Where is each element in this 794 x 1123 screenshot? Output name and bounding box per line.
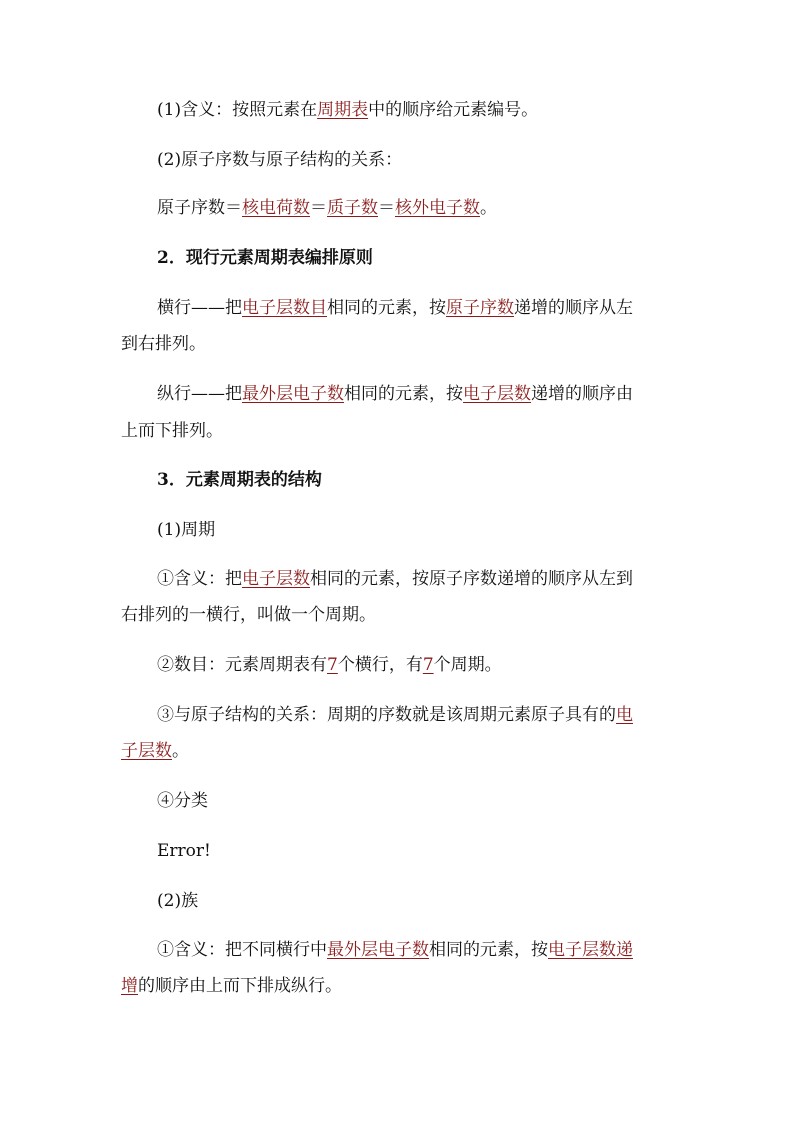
text-segment: ①含义：把不同横行中: [157, 940, 327, 960]
text-segment: 相同的元素，按: [327, 298, 446, 318]
answer-blank: 电子层数: [463, 384, 531, 404]
text-segment: 中的顺序给元素编号。: [368, 100, 539, 120]
line-vertical-rule-cont: [121, 420, 794, 442]
answer-blank: 电子层数: [242, 569, 310, 589]
text-segment: 的顺序由上而下排成纵行。: [138, 976, 342, 996]
text-segment: (1)含义：按照元素在: [157, 100, 318, 120]
answer-blank: 最外层电子数: [327, 940, 429, 960]
answer-blank: 最外层电子数: [242, 384, 344, 404]
answer-blank: 原子序数: [446, 298, 514, 318]
subsection-period: [157, 519, 794, 541]
text-segment: (2)原子序数与原子结构的关系：: [157, 150, 403, 170]
line-relation-heading: [157, 149, 794, 171]
text-segment: 个横行，有: [337, 655, 423, 675]
text-segment: 。: [480, 198, 497, 218]
text-segment: 到右排列。: [121, 334, 206, 354]
text-segment: 2．现行元素周期表编排原则: [157, 248, 373, 268]
line-horizontal-rule-cont: [121, 333, 794, 355]
text-segment: (2)族: [157, 891, 199, 911]
answer-blank: 7: [422, 655, 434, 675]
text-segment: 右排列的一横行，叫做一个周期。: [121, 605, 376, 625]
text-segment: 原子序数＝: [157, 198, 242, 218]
text-segment: ③与原子结构的关系：周期的序数就是该周期元素原子具有的: [157, 705, 616, 725]
text-segment: ＝: [378, 198, 395, 218]
text-segment: ①含义：把: [157, 569, 242, 589]
text-segment: 递增的顺序从左: [514, 298, 633, 318]
line-period-relation-cont: [121, 740, 794, 762]
answer-blank: 电: [616, 705, 633, 725]
answer-blank: 子层数: [121, 741, 172, 761]
text-segment: (1)周期: [157, 520, 216, 540]
answer-blank: 核电荷数: [242, 198, 310, 218]
answer-blank: 质子数: [327, 198, 378, 218]
answer-blank: 7: [327, 655, 338, 675]
answer-blank: 周期表: [317, 100, 369, 120]
answer-blank: 电子层数目: [242, 298, 327, 318]
text-segment: ④分类: [157, 791, 208, 811]
text-segment: ②数目：元素周期表有: [157, 655, 327, 675]
line-group-meaning-cont: [121, 975, 794, 997]
line-period-meaning: [157, 568, 794, 590]
text-segment: 相同的元素，按: [344, 384, 463, 404]
text-segment: 上而下排列。: [121, 421, 223, 441]
text-segment: 3．元素周期表的结构: [157, 470, 322, 490]
line-ordinal-equation: [157, 197, 794, 219]
line-error-placeholder: [157, 840, 794, 862]
line-vertical-rule: [157, 383, 794, 405]
text-segment: Error!: [157, 841, 211, 861]
line-group-meaning: [157, 939, 794, 961]
text-segment: 纵行——把: [157, 384, 242, 404]
line-period-relation: [157, 704, 794, 726]
text-segment: 相同的元素，按: [429, 940, 548, 960]
subsection-group: [157, 890, 794, 912]
text-segment: 横行——把: [157, 298, 242, 318]
line-ordinal-meaning: [157, 99, 794, 121]
line-horizontal-rule: [157, 297, 794, 319]
answer-blank: 增: [121, 976, 138, 996]
answer-blank: 电子层数递: [548, 940, 633, 960]
answer-blank: 核外电子数: [395, 198, 480, 218]
text-segment: ＝: [310, 198, 327, 218]
section-heading-structure: [157, 469, 794, 491]
line-period-count: [157, 654, 794, 676]
text-segment: 相同的元素，按原子序数递增的顺序从左到: [310, 569, 633, 589]
text-segment: 递增的顺序由: [531, 384, 633, 404]
section-heading-arrangement: [157, 247, 794, 269]
line-period-meaning-cont: [121, 604, 794, 626]
line-period-classification: [157, 790, 794, 812]
text-segment: 。: [172, 741, 189, 761]
text-segment: 个周期。: [433, 655, 502, 675]
